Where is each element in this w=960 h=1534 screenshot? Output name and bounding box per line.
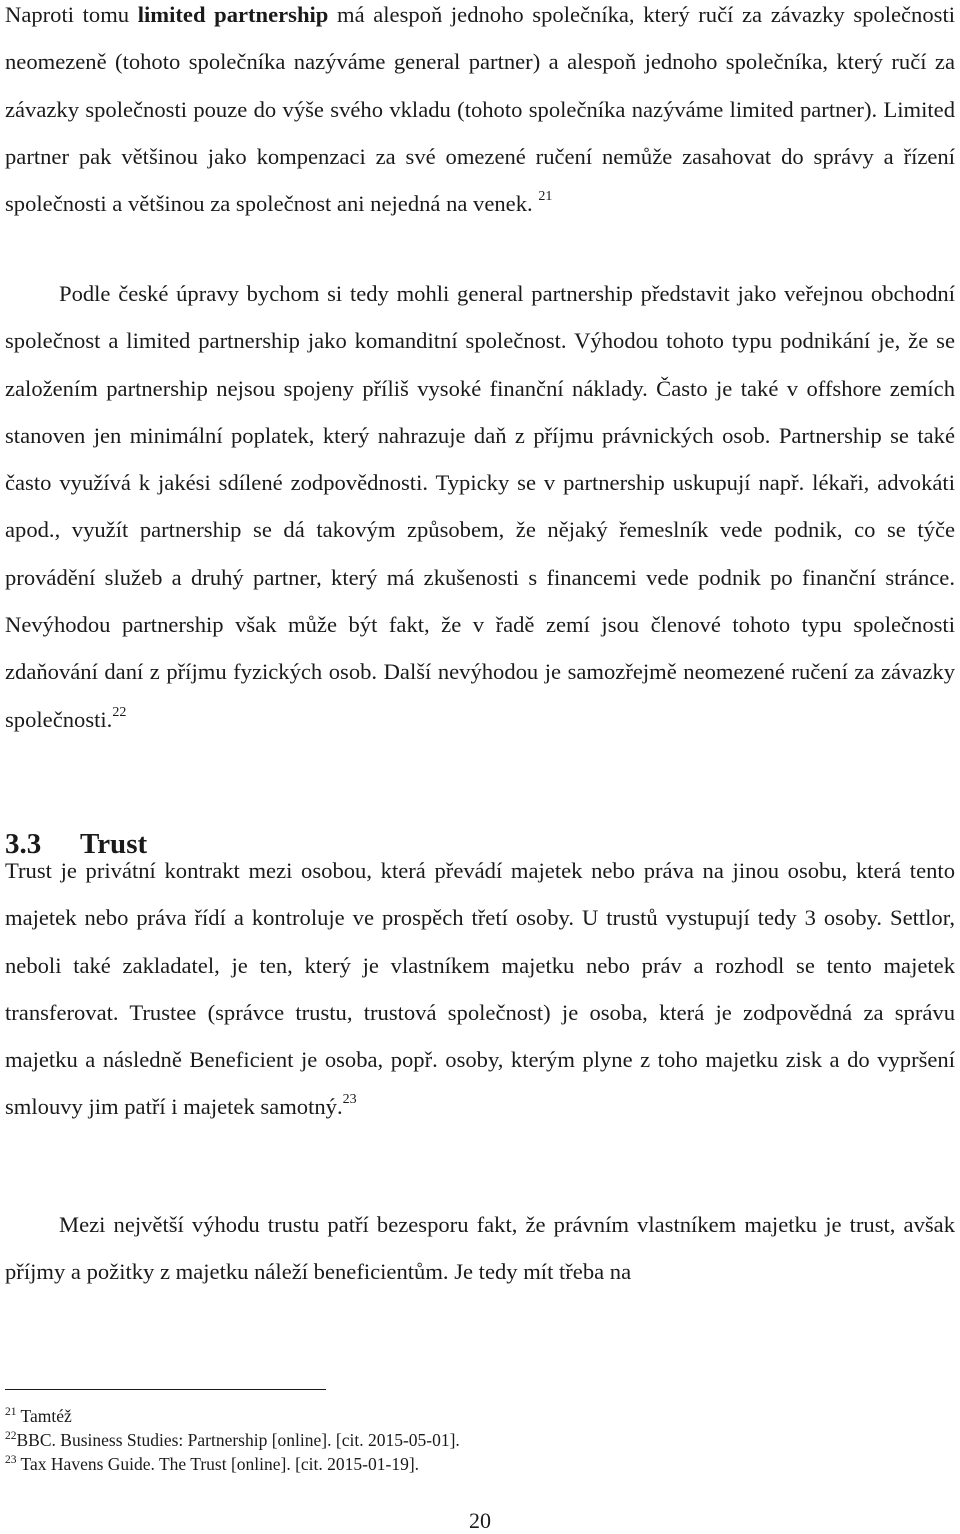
footnote-text: BBC. Business Studies: Partnership [online]. [cit. 2015-05-01]. <box>16 1430 460 1450</box>
footnote-ref-23[interactable]: 23 <box>342 1092 357 1108</box>
footnote-ref-22[interactable]: 22 <box>112 704 127 720</box>
footnote-number: 23 <box>5 1454 17 1466</box>
section-title: Trust <box>80 828 148 860</box>
page-number: 20 <box>469 1508 491 1533</box>
footnote-number: 22 <box>5 1430 17 1442</box>
paragraph-lead: Naproti tomu <box>5 2 138 27</box>
footnote-text: Tamtéž <box>16 1406 72 1426</box>
term-limited-partnership: limited partnership <box>137 2 329 27</box>
footnote-text: Tax Havens Guide. The Trust [online]. [cit. 2015-01-19]. <box>16 1454 420 1474</box>
paragraph-trust-definition <box>5 847 955 1131</box>
section-number: 3.3 <box>5 828 42 860</box>
paragraph-text: Podle české úpravy bychom si tedy mohli general partnership představit jako veřejnou obchodní společnost a limited partnership jako komanditní společnost. Výhodou tohoto typu podnikání je, že se založením partnership nejsou spojeny příliš vysoké finanční náklady. Často je také v offshore zemích stanoven jen minimální poplatek, který nahrazuje daň z příjmu právnických osob. Partnership se také často využívá k jakési sdílené zodpovědnosti. Typicky se v partnership uskupují např. lékaři, advokáti apod., využít partnership se dá takovým způsobem, že nějaký řemeslník vede podnik, co se týče provádění služeb a druhý partner, který má zkušenosti s financemi vede podnik po finanční stránce. Nevýhodou partnership však může být fakt, že v řadě zemí jsou členové tohoto typu společnosti zdaňování daní z příjmu fyzických osob. Další nevýhodou je samozřejmě neomezené ručení za závazky společnosti. <box>5 281 955 732</box>
footnote-item <box>5 1452 955 1476</box>
footnote-separator <box>5 1389 326 1390</box>
paragraph-limited-partnership <box>5 0 955 227</box>
footnote-item <box>5 1404 955 1428</box>
footnote-list <box>5 1404 955 1476</box>
paragraph-text: Mezi největší výhodu trustu patří bezesporu fakt, že právním vlastníkem majetku je trust, avšak příjmy a požitky z majetku náleží beneficientům. Je tedy mít třeba na <box>5 1212 955 1285</box>
paragraph-text: má alespoň jednoho společníka, který ručí za závazky společnosti neomezeně (tohoto společníka nazýváme general partner) a alespoň jednoho společníka, který ručí za závazky společnosti pouze do výše svého vkladu (tohoto společníka nazýváme limited partner). Limited partner pak většinou jako kompenzaci za své omezené ručení nemůže zasahovat do správy a řízení společnosti a většinou za společnost ani nejedná na venek. <box>5 2 955 217</box>
paragraph-trust-advantage <box>5 1201 955 1296</box>
paragraph-czech-regulation <box>5 270 955 743</box>
footnote-ref-21[interactable]: 21 <box>538 189 553 205</box>
footnote-number: 21 <box>5 1406 17 1418</box>
footnote-item <box>5 1428 955 1452</box>
paragraph-text: Trust je privátní kontrakt mezi osobou, která převádí majetek nebo práva na jinou osobu, která tento majetek nebo práva řídí a kontroluje ve prospěch třetí osoby. U trustů vystupují tedy 3 osoby. Settlor, neboli také zakladatel, je ten, který je vlastníkem majetku nebo práv a rozhodl se tento majetek transferovat. Trustee (správce trustu, trustová společnost) je osoba, která je zodpovědná za správu majetku a následně Beneficient je osoba, popř. osoby, kterým plyne z toho majetku zisk a do vypršení smlouvy jim patří i majetek samotný. <box>5 858 955 1120</box>
